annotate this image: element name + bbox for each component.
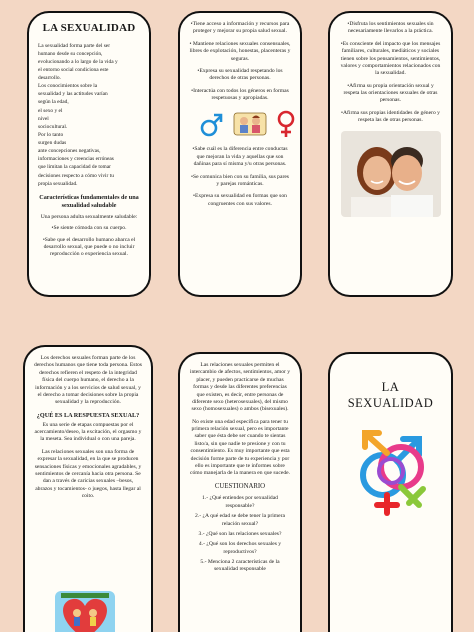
bullet-item: •Es consciente del impacto que los mensajes familiares, culturales, mediáticos y sociales tienen sobre los pensamientos, sentimientos, valores y comportamientos relacionados con la sexualidad. <box>340 40 441 77</box>
female-symbol-icon <box>275 109 297 139</box>
paragraph: Los derechos sexuales forman parte de los derechos humanos que tiene toda persona. Estos derechos refieren el respeto de la integridad física del cuerpo humano, el derecho a la información y a los servicios de salud sexual, y el derecho a tomar decisiones sobre la propia sexualidad y la reproducción. <box>34 355 142 406</box>
bullet-item: •Interactúa con todos los géneros en formas respetuosas y apropiadas. <box>191 87 289 101</box>
intro-line: ante concepciones negativas, <box>38 148 101 155</box>
intro-line: evolucionando a lo largo de la vida y <box>38 58 118 65</box>
intro-line: surgen dudas <box>38 140 67 147</box>
panel-cover <box>328 352 453 632</box>
intro-line: que limitan la capacidad de tomar <box>38 164 111 171</box>
intro-line: Los conocimientos sobre la <box>38 83 98 90</box>
intro-line: propia sexualidad. <box>38 180 78 187</box>
intro-text <box>38 43 140 188</box>
intro-line: sexualidad y las actitudes varían <box>38 91 108 98</box>
intro-line: informaciones y creencias erróneas <box>38 156 114 163</box>
bullet-item: •Sabe cuál es la diferencia entre conductas que mejoran la vida y aquellas que son dañinas para sí misma y/u otras personas. <box>192 146 288 168</box>
cover-title-line: LA <box>381 380 400 394</box>
panel-relations-quiz <box>178 352 302 632</box>
bullet-item: •Se comunica bien con su familia, sus pares y parejas románticas. <box>191 173 289 187</box>
intro-line: nivel <box>38 115 49 122</box>
quiz-question: 2.- ¿A qué edad se debe tener la primera relación sexual? <box>195 513 285 527</box>
quiz-title: CUESTIONARIO <box>214 482 266 490</box>
couple-photo <box>341 131 441 217</box>
bullet-item: •Se siente cómoda con su cuerpo. <box>51 225 127 232</box>
panel-sexual-rights <box>23 345 153 632</box>
intro-line: el sexo y el <box>38 107 63 114</box>
bullet-item: •Expresa su sexualidad en formas que son congruentes con sus valores. <box>193 193 287 207</box>
intro-line: Por lo tanto <box>38 131 64 138</box>
paragraph: No existe una edad específica para tener tu primera relación sexual, pero es importante saber que ésta debe ser cuando te sientas listo/a, sin que nadie te presione y con tu consentimiento. Es muy importante que esta decisión forme parte de tu experiencia y por ello es importante que te informes sobre cómo manejarla de la manera en que sucede. <box>189 418 290 477</box>
quiz-question: 5.- Menciona 2 características de la sexualidad responsable <box>200 559 280 573</box>
intro-line: según la edad, <box>38 99 69 106</box>
intro-line: desarrollo. <box>38 75 61 82</box>
intro-line: sociocultural. <box>38 123 68 130</box>
cover-title <box>339 380 442 411</box>
bullet-item: •Afirma sus propias identidades de género y respeta las de otras personas. <box>341 109 440 124</box>
bullet-item: •Expresa su sexualidad respetando los derechos de otras personas. <box>197 67 283 82</box>
panel-characteristics-cont <box>328 11 453 297</box>
gender-symbols-logo <box>343 423 439 519</box>
bullet-item: •Afirma su propia orientación sexual y respeta las orientaciones sexuales de otras personas. <box>343 82 438 104</box>
lead-text: Una persona adulta sexualmente saludable: <box>40 213 138 220</box>
bullet-item: • Mantiene relaciones sexuales consensuales, libres de explotación, honestas, placenteras y seguras. <box>189 40 291 62</box>
male-symbol-icon <box>199 111 225 139</box>
intro-line: decisiones respecto a cómo vivir tu <box>38 172 114 179</box>
intro-line: el entorno social condiciona este <box>38 66 109 73</box>
cover-title-line: SEXUALIDAD <box>347 395 434 410</box>
paragraph: Es una serie de etapas compuestas por el acercamiento/deseo, la excitación, el orgasmo y la meseta. Sea individual o con una pareja. <box>34 421 142 443</box>
intro-line: La sexualidad forma parte del ser <box>38 42 110 49</box>
bullet-item: •Sabe que el desarrollo humano abarca el desarrollo sexual, que puede o no incluir reproducción o experiencia sexual. <box>42 236 136 258</box>
quiz-question: 4.- ¿Qué son los derechos sexuales y reproductivos? <box>198 541 282 555</box>
quiz-question: 3.- ¿Qué son las relaciones sexuales? <box>198 530 282 537</box>
section-heading: Características fundamentales de una sexualidad saludable <box>39 193 139 209</box>
bullet-item: •Tiene acceso a información y recursos para proteger y mejorar su propia salud sexual. <box>190 21 290 35</box>
gender-symbols-row <box>189 107 291 141</box>
paragraph: Las relaciones sexuales permiten el intercambio de afectos, sentimientos, amor y placer, y pueden practicarse de muchas formas y desde las diferentes preferencias que existen, es decir, entre personas de diferente sexo (heterosexuales), del mismo sexo (homosexuales) o ambos (bisexuales). <box>189 362 291 413</box>
intro-line: humano desde su concepción, <box>38 50 103 57</box>
heart-illustration <box>47 587 123 632</box>
paragraph: Las relaciones sexuales son una forma de expresar la sexualidad, en la que se producen sensaciones físicas y emocionales agradables, y sentimientos de cercanía hacia otra persona. Se dan a través de caricias sexuales –besos, abrazos y tocamientos- o juegos, hasta llegar al coito. <box>34 448 142 500</box>
couple-cartoon-icon <box>233 110 267 138</box>
section-heading: ¿QUÉ ES LA RESPUESTA SEXUAL? <box>36 411 140 419</box>
panel-sexualidad-intro <box>27 11 151 297</box>
quiz-question: 1.- ¿Qué entiendes por sexualidad responsable? <box>202 495 278 509</box>
panel-characteristics <box>178 11 302 297</box>
section-body <box>38 214 140 259</box>
panel-title: LA SEXUALIDAD <box>42 22 136 34</box>
bullet-item: •Disfruta los sentimientos sexuales sin necesariamente llevarlos a la práctica. <box>347 21 434 35</box>
